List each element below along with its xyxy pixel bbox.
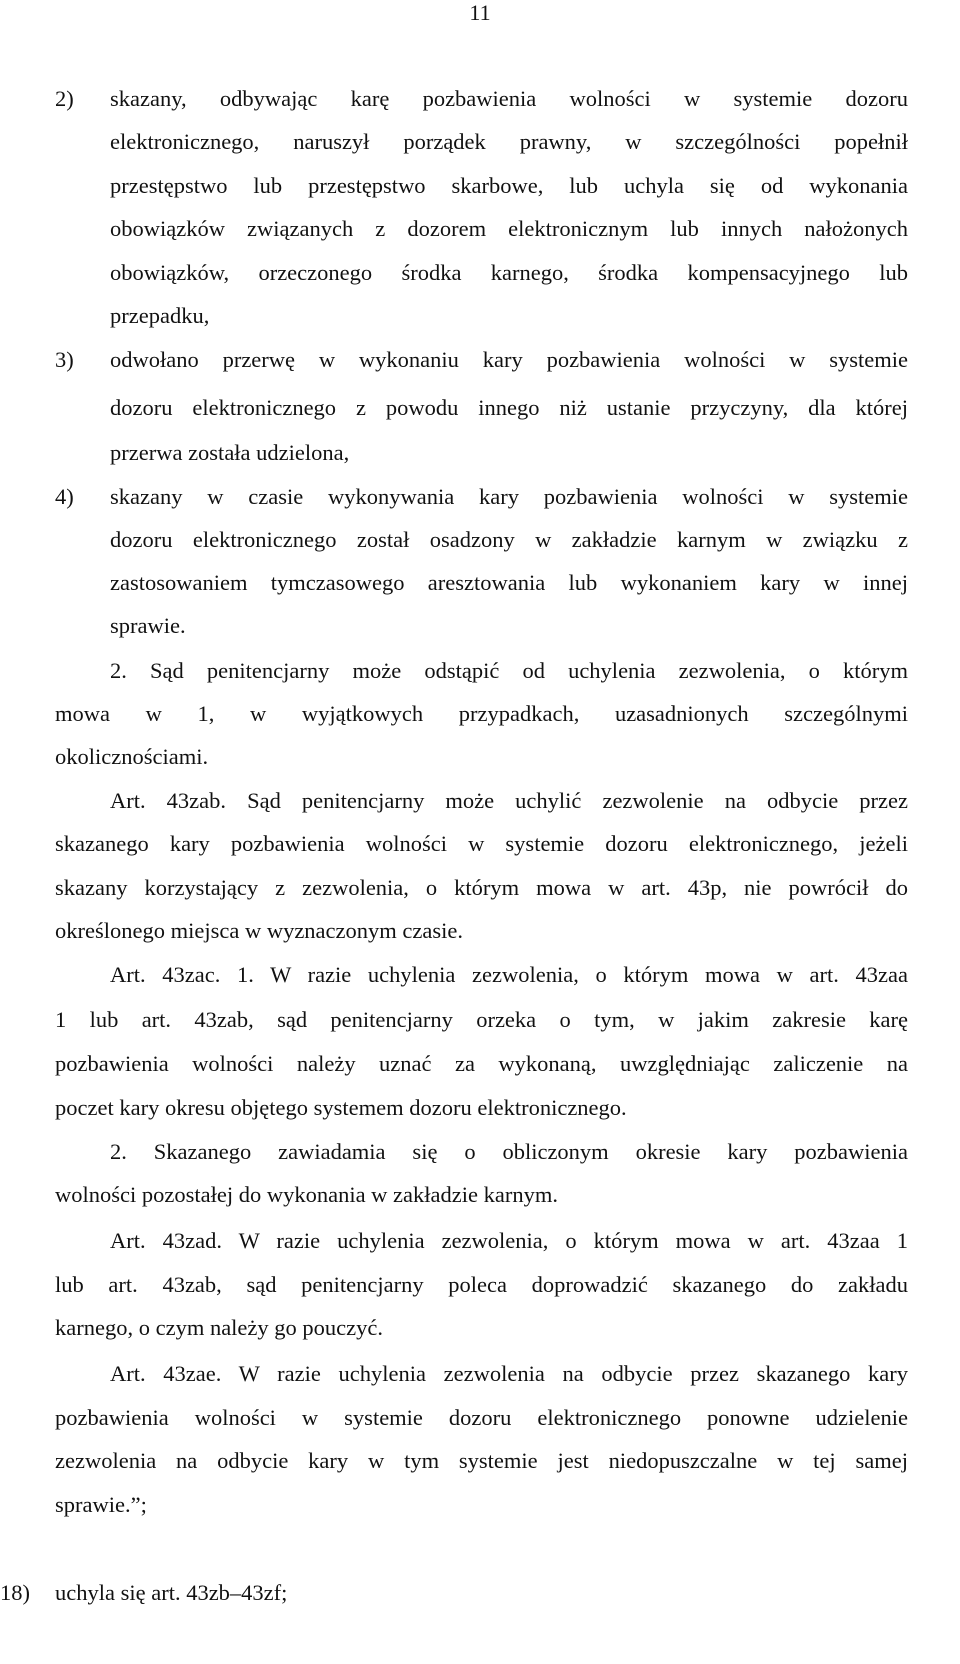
text-line: obowiązków, orzeczonego środka karnego, środka kompensacyjnego lub: [110, 260, 908, 285]
text-line: okolicznościami.: [55, 744, 209, 769]
text-line: pozbawienia wolności w systemie dozoru elektronicznego ponowne udzielenie: [55, 1405, 908, 1430]
text-line: elektronicznego, naruszył porządek prawny, w szczególności popełnił: [110, 129, 908, 154]
text-line: poczet kary okresu objętego systemem dozoru elektronicznego.: [55, 1095, 627, 1120]
text-line: zezwolenia na odbycie kary w tym systemie jest niedopuszczalne w tej samej: [55, 1448, 908, 1473]
text-line: skazany w czasie wykonywania kary pozbawienia wolności w systemie: [110, 484, 908, 509]
text-line: Art. 43zad. W razie uchylenia zezwolenia, o którym mowa w art. 43zaa 1: [110, 1228, 908, 1253]
text-line: przerwa została udzielona,: [110, 440, 350, 465]
item-number-18: 18): [0, 1580, 30, 1605]
text-line: 2. Skazanego zawiadamia się o obliczonym okresie kary pozbawienia: [110, 1139, 908, 1164]
text-line: skazanego kary pozbawienia wolności w systemie dozoru elektronicznego, jeżeli: [55, 831, 908, 856]
text-line: Art. 43zab. Sąd penitencjarny może uchylić zezwolenie na odbycie przez: [110, 788, 908, 813]
text-line: sprawie.”;: [55, 1492, 147, 1517]
page-number: 11: [469, 0, 491, 25]
text-line: mowa w 1, w wyjątkowych przypadkach, uzasadnionych szczególnymi: [55, 701, 908, 726]
text-line: uchyla się art. 43zb–43zf;: [55, 1580, 288, 1605]
text-line: dozoru elektronicznego z powodu innego niż ustanie przyczyny, dla której: [110, 395, 908, 420]
text-line: karnego, o czym należy go pouczyć.: [55, 1315, 383, 1340]
text-line: 2. Sąd penitencjarny może odstąpić od uchylenia zezwolenia, o którym: [110, 658, 908, 683]
text-line: odwołano przerwę w wykonaniu kary pozbawienia wolności w systemie: [110, 347, 908, 372]
text-line: pozbawienia wolności należy uznać za wykonaną, uwzględniając zaliczenie na: [55, 1051, 908, 1076]
text-line: 1 lub art. 43zab, sąd penitencjarny orzeka o tym, w jakim zakresie karę: [55, 1007, 908, 1032]
item-number-2: 2): [55, 86, 74, 111]
text-line: wolności pozostałej do wykonania w zakładzie karnym.: [55, 1182, 558, 1207]
text-line: obowiązków związanych z dozorem elektronicznym lub innych nałożonych: [110, 216, 908, 241]
text-line: Art. 43zae. W razie uchylenia zezwolenia na odbycie przez skazanego kary: [110, 1361, 908, 1386]
text-line: sprawie.: [110, 613, 186, 638]
text-line: przestępstwo lub przestępstwo skarbowe, lub uchyla się od wykonania: [110, 173, 908, 198]
text-line: zastosowaniem tymczasowego aresztowania lub wykonaniem kary w innej: [110, 570, 908, 595]
text-line: skazany korzystający z zezwolenia, o którym mowa w art. 43p, nie powrócił do: [55, 875, 908, 900]
text-line: lub art. 43zab, sąd penitencjarny poleca doprowadzić skazanego do zakładu: [55, 1272, 908, 1297]
item-number-4: 4): [55, 484, 74, 509]
text-line: Art. 43zac. 1. W razie uchylenia zezwolenia, o którym mowa w art. 43zaa: [110, 962, 908, 987]
text-line: dozoru elektronicznego został osadzony w zakładzie karnym w związku z: [110, 527, 908, 552]
item-number-3: 3): [55, 347, 74, 372]
text-line: określonego miejsca w wyznaczonym czasie.: [55, 918, 463, 943]
text-line: przepadku,: [110, 303, 210, 328]
text-line: skazany, odbywając karę pozbawienia wolności w systemie dozoru: [110, 86, 908, 111]
